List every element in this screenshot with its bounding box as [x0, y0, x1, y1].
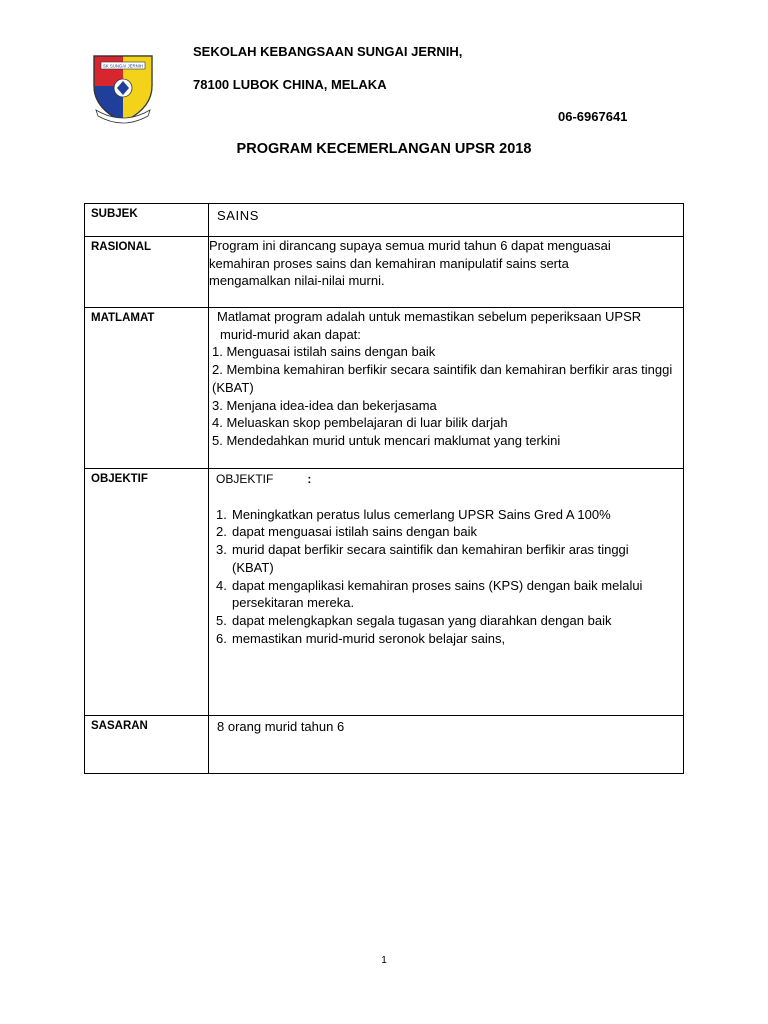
rasional-line: Program ini dirancang supaya semua murid tahun 6 dapat menguasai: [209, 238, 611, 253]
matlamat-item: 1. Menguasai istilah sains dengan baik: [212, 344, 436, 360]
objektif-text: [209, 469, 683, 647]
page-number: 1: [381, 955, 387, 966]
school-address: 78100 LUBOK CHINA, MELAKA: [193, 77, 387, 92]
matlamat-text: [209, 308, 683, 450]
program-table: [84, 203, 684, 774]
matlamat-label: MATLAMAT: [85, 308, 209, 469]
matlamat-intro: Matlamat program adalah untuk memastikan sebelum peperiksaan UPSR: [217, 309, 642, 324]
objektif-item: 6. memastikan murid-murid seronok belajar sains,: [216, 630, 506, 646]
rasional-text: [209, 237, 683, 290]
objektif-item: 5. dapat melengkapkan segala tugasan yang diarahkan dengan baik: [216, 612, 612, 628]
matlamat-item: 3. Menjana idea-idea dan bekerjasama: [212, 397, 437, 413]
row-matlamat: [85, 308, 684, 469]
matlamat-item: 5. Mendedahkan murid untuk mencari maklumat yang terkini: [212, 432, 561, 448]
matlamat-item: 2. Membina kemahiran berfikir secara saintifik dan kemahiran berfikir aras tinggi (KBAT): [212, 362, 673, 395]
row-subjek: [85, 204, 684, 237]
rasional-label: RASIONAL: [85, 237, 209, 308]
school-crest-logo: [88, 52, 158, 124]
objektif-item: 2. dapat menguasai istilah sains dengan baik: [216, 524, 478, 540]
rasional-line: kemahiran proses sains dan kemahiran manipulatif sains serta: [209, 255, 569, 271]
subjek-label: SUBJEK: [85, 204, 209, 237]
objektif-heading: [216, 471, 653, 489]
objektif-list: [216, 506, 653, 648]
objektif-label: OBJEKTIF: [85, 469, 209, 716]
objektif-item: 3. murid dapat berfikir secara saintifik dan kemahiran berfikir aras tinggi (KBAT): [216, 542, 629, 575]
subjek-value: SAINS: [217, 208, 260, 223]
school-name: SEKOLAH KEBANGSAAN SUNGAI JERNIH,: [193, 44, 463, 59]
page-title: PROGRAM KECEMERLANGAN UPSR 2018: [236, 141, 532, 157]
objektif-item: 4. dapat mengaplikasi kemahiran proses sains (KPS) dengan baik melalui persekitaran mereka.: [216, 577, 643, 611]
matlamat-item: 4. Meluaskan skop pembelajaran di luar bilik darjah: [212, 415, 508, 431]
rasional-line: mengamalkan nilai-nilai murni.: [209, 273, 385, 289]
row-objektif: [85, 469, 684, 716]
objektif-item: 1. Meningkatkan peratus lulus cemerlang UPSR Sains Gred A 100%: [216, 506, 611, 522]
sasaran-label: SASARAN: [85, 716, 209, 774]
svg-text:SK SUNGAI JERNIH: SK SUNGAI JERNIH: [102, 63, 144, 69]
objektif-heading-text: OBJEKTIF: [216, 472, 274, 486]
row-sasaran: [85, 716, 684, 774]
objektif-colon: :: [307, 472, 312, 486]
school-phone: 06-6967641: [558, 109, 628, 124]
sasaran-value: 8 orang murid tahun 6: [217, 719, 345, 734]
row-rasional: [85, 237, 684, 308]
matlamat-intro-cont: murid-murid akan dapat:: [220, 326, 361, 342]
